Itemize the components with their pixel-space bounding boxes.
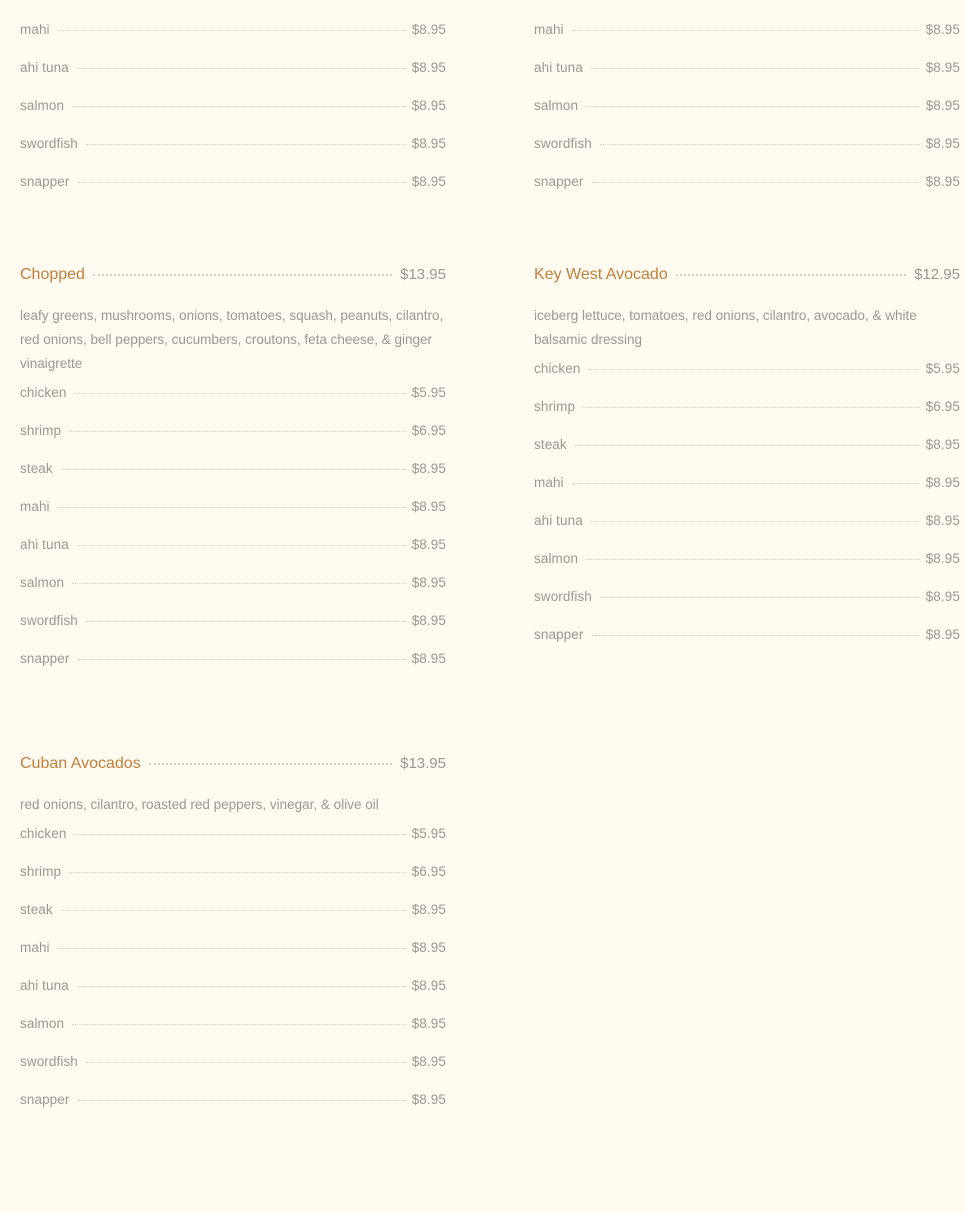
dot-leader xyxy=(69,872,406,873)
menu-section-top-right xyxy=(534,0,960,212)
menu-item-row xyxy=(534,589,960,627)
item-name: salmon xyxy=(534,551,579,566)
section-price: $13.95 xyxy=(400,266,446,283)
item-name: swordfish xyxy=(534,136,592,151)
item-price: $8.95 xyxy=(411,60,446,75)
dot-leader xyxy=(74,393,405,394)
menu-item-row xyxy=(534,174,960,212)
item-name: chicken xyxy=(534,361,581,376)
item-price: $8.95 xyxy=(925,60,960,75)
item-price: $6.95 xyxy=(411,864,446,879)
item-name: ahi tuna xyxy=(20,537,69,552)
item-price: $5.95 xyxy=(925,361,960,376)
dot-leader xyxy=(572,483,920,484)
dot-leader xyxy=(588,369,919,370)
item-name: steak xyxy=(20,461,53,476)
menu-item-row xyxy=(20,651,446,689)
item-price: $8.95 xyxy=(411,1092,446,1107)
dot-leader xyxy=(77,68,406,69)
menu-item-row xyxy=(20,60,446,98)
dot-leader xyxy=(72,106,406,107)
item-name: shrimp xyxy=(534,399,576,414)
dot-leader xyxy=(86,621,406,622)
section-description: leafy greens, mushrooms, onions, tomatoes, squash, peanuts, cilantro, red onions, bell peppers, cucumbers, croutons, feta cheese, & ginger vinaigrette xyxy=(20,308,444,371)
dot-leader xyxy=(600,144,920,145)
menu-item-row xyxy=(20,613,446,651)
item-price: $8.95 xyxy=(411,174,446,189)
item-name: mahi xyxy=(20,22,50,37)
item-price: $8.95 xyxy=(411,136,446,151)
item-price: $8.95 xyxy=(925,98,960,113)
item-name: mahi xyxy=(20,940,50,955)
menu-item-row xyxy=(534,361,960,399)
item-price: $8.95 xyxy=(411,613,446,628)
item-name: snapper xyxy=(20,1092,70,1107)
section-header xyxy=(20,266,446,304)
menu-item-row xyxy=(534,399,960,437)
menu-section-top-left xyxy=(20,0,446,212)
menu-item-row xyxy=(20,385,446,423)
menu-item-row xyxy=(20,826,446,864)
dot-leader xyxy=(572,30,920,31)
item-name: ahi tuna xyxy=(534,60,583,75)
menu-item-row xyxy=(534,475,960,513)
item-name: mahi xyxy=(534,475,564,490)
section-price: $13.95 xyxy=(400,755,446,772)
item-name: swordfish xyxy=(20,613,78,628)
item-price: $8.95 xyxy=(411,1054,446,1069)
menu-item-row xyxy=(20,940,446,978)
item-price: $8.95 xyxy=(925,22,960,37)
dot-leader xyxy=(575,445,920,446)
item-price: $8.95 xyxy=(411,651,446,666)
dot-leader xyxy=(61,910,406,911)
item-name: ahi tuna xyxy=(20,978,69,993)
menu-item-row xyxy=(20,1092,446,1130)
dot-leader xyxy=(58,948,406,949)
menu-item-row xyxy=(534,513,960,551)
dot-leader xyxy=(149,763,392,765)
menu-item-row xyxy=(20,575,446,613)
dot-leader xyxy=(72,1024,406,1025)
item-name: salmon xyxy=(20,575,65,590)
item-price: $8.95 xyxy=(411,978,446,993)
menu-item-row xyxy=(534,22,960,60)
item-price: $8.95 xyxy=(925,513,960,528)
item-name: shrimp xyxy=(20,423,62,438)
menu-item-row xyxy=(534,0,960,22)
item-name: snapper xyxy=(20,651,70,666)
dot-leader xyxy=(58,507,406,508)
item-price: $6.95 xyxy=(411,423,446,438)
item-name: snapper xyxy=(534,627,584,642)
dot-leader xyxy=(72,583,406,584)
item-name: mahi xyxy=(20,499,50,514)
menu-item-row xyxy=(20,978,446,1016)
dot-leader xyxy=(74,834,405,835)
dot-leader xyxy=(86,1062,406,1063)
dot-leader xyxy=(78,1100,406,1101)
menu-item-row xyxy=(20,1054,446,1092)
item-price: $8.95 xyxy=(925,551,960,566)
section-header xyxy=(534,266,960,304)
item-price: $8.95 xyxy=(925,437,960,452)
dot-leader xyxy=(77,986,406,987)
item-name: swordfish xyxy=(534,589,592,604)
dot-leader xyxy=(69,431,406,432)
item-price: $8.95 xyxy=(411,537,446,552)
section-title: Cuban Avocados xyxy=(20,755,141,772)
menu-item-row xyxy=(534,136,960,174)
menu-section-cuban-avocados xyxy=(20,755,446,1130)
menu-section-key-west-avocado xyxy=(534,266,960,665)
menu-item-row xyxy=(20,499,446,537)
menu-item-row xyxy=(20,461,446,499)
item-price: $8.95 xyxy=(411,98,446,113)
item-name: snapper xyxy=(534,174,584,189)
section-title: Chopped xyxy=(20,266,85,283)
menu-item-row xyxy=(20,1016,446,1054)
item-name: chicken xyxy=(20,385,67,400)
item-name: steak xyxy=(20,902,53,917)
menu-item-row xyxy=(20,537,446,575)
section-title: Key West Avocado xyxy=(534,266,668,283)
item-price: $8.95 xyxy=(925,627,960,642)
dot-leader xyxy=(77,545,406,546)
item-price: $8.95 xyxy=(411,461,446,476)
dot-leader xyxy=(600,597,920,598)
menu-item-row xyxy=(534,437,960,475)
item-name: snapper xyxy=(20,174,70,189)
section-header xyxy=(20,755,446,793)
menu-item-row xyxy=(534,627,960,665)
dot-leader xyxy=(583,407,920,408)
menu-item-row xyxy=(20,98,446,136)
item-price: $8.95 xyxy=(411,22,446,37)
dot-leader xyxy=(592,182,920,183)
dot-leader xyxy=(86,144,406,145)
item-price: $8.95 xyxy=(925,589,960,604)
item-price: $8.95 xyxy=(925,475,960,490)
item-price: $8.95 xyxy=(411,499,446,514)
item-name: swordfish xyxy=(20,136,78,151)
dot-leader xyxy=(78,659,406,660)
dot-leader xyxy=(93,274,392,276)
item-name: ahi tuna xyxy=(534,513,583,528)
menu-item-row xyxy=(20,423,446,461)
dot-leader xyxy=(592,635,920,636)
menu-item-row xyxy=(534,60,960,98)
dot-leader xyxy=(591,521,920,522)
item-name: swordfish xyxy=(20,1054,78,1069)
section-price: $12.95 xyxy=(914,266,960,283)
menu-section-chopped xyxy=(20,266,446,689)
dot-leader xyxy=(676,274,906,276)
item-name: shrimp xyxy=(20,864,62,879)
item-name: ahi tuna xyxy=(20,60,69,75)
menu-item-row xyxy=(20,902,446,940)
menu-item-row xyxy=(20,0,446,22)
dot-leader xyxy=(78,182,406,183)
item-price: $8.95 xyxy=(411,902,446,917)
dot-leader xyxy=(61,469,406,470)
item-price: $8.95 xyxy=(411,940,446,955)
item-price: $6.95 xyxy=(925,399,960,414)
item-price: $8.95 xyxy=(411,575,446,590)
item-name: salmon xyxy=(20,1016,65,1031)
section-description: iceberg lettuce, tomatoes, red onions, cilantro, avocado, & white balsamic dressing xyxy=(534,308,917,347)
item-name: steak xyxy=(534,437,567,452)
item-name: salmon xyxy=(20,98,65,113)
menu-item-row xyxy=(20,22,446,60)
item-name: salmon xyxy=(534,98,579,113)
menu-item-row xyxy=(534,551,960,589)
item-price: $8.95 xyxy=(925,136,960,151)
item-price: $8.95 xyxy=(411,1016,446,1031)
dot-leader xyxy=(591,68,920,69)
menu-item-row xyxy=(20,864,446,902)
item-price: $8.95 xyxy=(925,174,960,189)
menu-item-row xyxy=(20,174,446,212)
menu-item-row xyxy=(534,98,960,136)
item-price: $5.95 xyxy=(411,826,446,841)
menu-item-row xyxy=(20,136,446,174)
dot-leader xyxy=(586,559,920,560)
dot-leader xyxy=(586,106,920,107)
item-name: chicken xyxy=(20,826,67,841)
section-description: red onions, cilantro, roasted red peppers, vinegar, & olive oil xyxy=(20,797,379,812)
item-name: mahi xyxy=(534,22,564,37)
dot-leader xyxy=(58,30,406,31)
item-price: $5.95 xyxy=(411,385,446,400)
